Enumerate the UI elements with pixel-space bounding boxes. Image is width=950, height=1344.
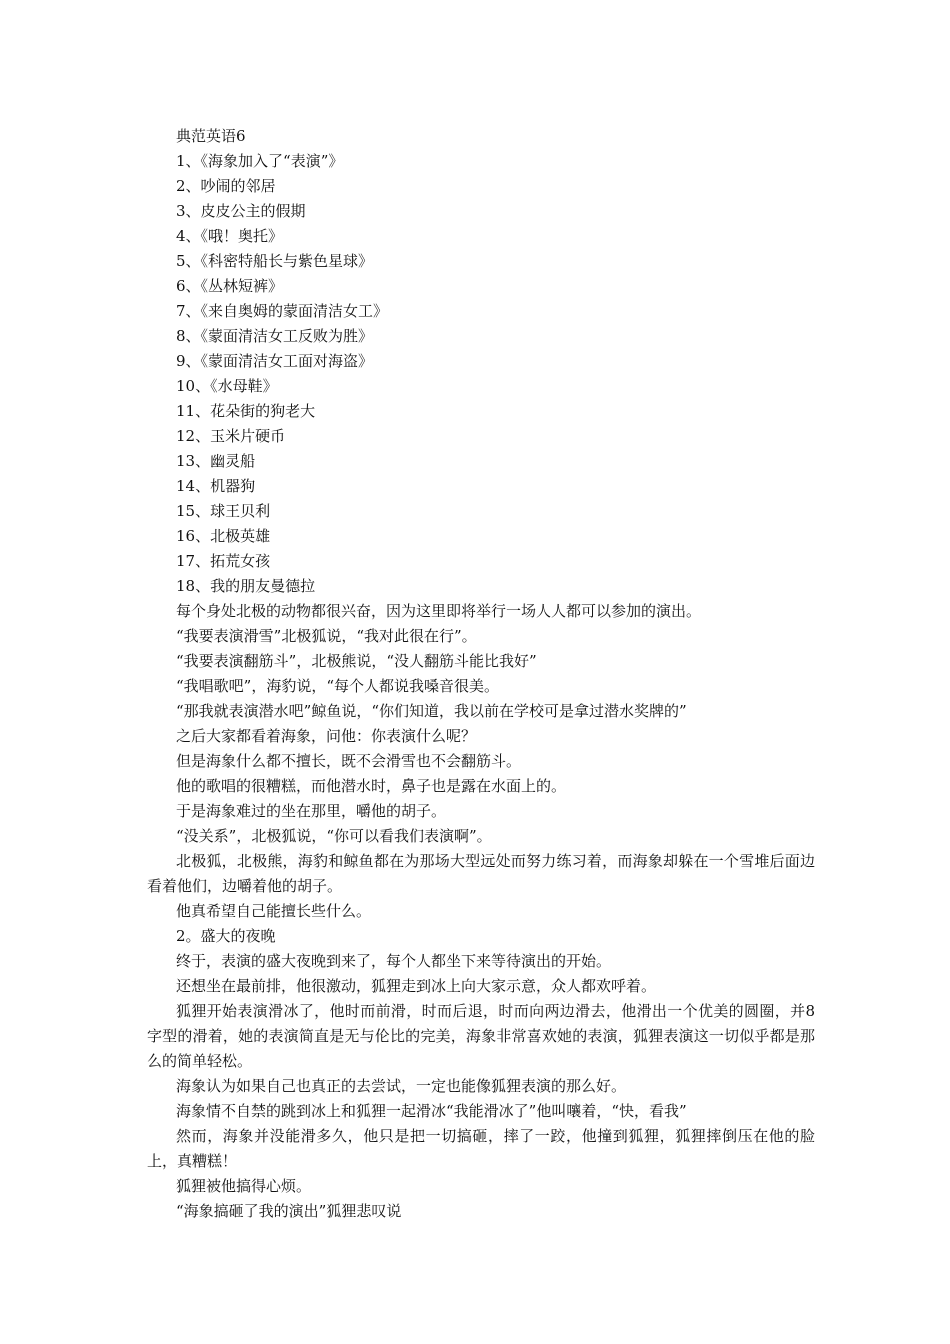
list-item: 4、《哦！奥托》 [176,227,284,245]
paragraph: 但是海象什么都不擅长，既不会滑雪也不会翻筋斗。 [176,752,522,770]
book-list [147,149,815,599]
list-item: 11、花朵街的狗老大 [176,402,316,420]
list-item: 9、《蒙面清洁女工面对海盗》 [176,352,374,370]
list-item: 17、拓荒女孩 [176,552,271,570]
list-item: 1、《海象加入了“表演”》 [176,152,344,170]
paragraph: 海象认为如果自己也真正的去尝试，一定也能像狐狸表演的那么好。 [176,1077,627,1095]
paragraph: 狐狸开始表演滑冰了，他时而前滑，时而后退，时而向两边滑去，他滑出一个优美的圆圈，并8字型的滑着，她的表演简直是无与伦比的完美，海象非常喜欢她的表演，狐狸表演这一切似乎都是那么的简单轻松。 [147,1002,815,1070]
list-item: 3、皮皮公主的假期 [176,202,306,220]
paragraph: “没关系”，北极狐说，“你可以看我们表演啊”。 [176,827,492,845]
list-item: 14、机器狗 [176,477,256,495]
paragraph: 他的歌唱的很糟糕，而他潜水时，鼻子也是露在水面上的。 [176,777,567,795]
list-item: 15、球王贝利 [176,502,271,520]
document-title: 典范英语6 [176,127,246,145]
paragraph: 还想坐在最前排，他很激动，狐狸走到冰上向大家示意，众人都欢呼着。 [176,977,657,995]
list-item: 16、北极英雄 [176,527,271,545]
list-item: 10、《水母鞋》 [176,377,278,395]
paragraph: “海象搞砸了我的演出”狐狸悲叹说 [176,1202,402,1220]
paragraph: “我要表演翻筋斗”，北极熊说，“没人翻筋斗能比我好” [176,652,537,670]
paragraph: 终于，表演的盛大夜晚到来了，每个人都坐下来等待演出的开始。 [176,952,612,970]
list-item: 13、幽灵船 [176,452,256,470]
list-item: 2、吵闹的邻居 [176,177,276,195]
paragraph: 每个身处北极的动物都很兴奋，因为这里即将举行一场人人都可以参加的演出。 [176,602,702,620]
document-body [147,124,815,1224]
paragraph: 于是海象难过的坐在那里，嚼他的胡子。 [176,802,447,820]
paragraph: 北极狐，北极熊，海豹和鲸鱼都在为那场大型远处而努力练习着，而海象却躲在一个雪堆后面边看着他们，边嚼着他的胡子。 [147,852,815,895]
paragraph: “我唱歌吧”，海豹说，“每个人都说我嗓音很美。 [176,677,500,695]
paragraph: 海象情不自禁的跳到冰上和狐狸一起滑冰“我能滑冰了”他叫嚷着，“快，看我” [176,1102,687,1120]
paragraph: 然而，海象并没能滑多久，他只是把一切搞砸，摔了一跤，他撞到狐狸，狐狸摔倒压在他的脸上，真糟糕！ [147,1127,815,1170]
paragraph: “那我就表演潜水吧”鲸鱼说，“你们知道，我以前在学校可是拿过潜水奖牌的” [176,702,687,720]
list-item: 6、《丛林短裤》 [176,277,284,295]
list-item: 12、玉米片硬币 [176,427,286,445]
paragraph: 他真希望自己能擅长些什么。 [176,902,372,920]
list-item: 18、我的朋友曼德拉 [176,577,316,595]
paragraph: 狐狸被他搞得心烦。 [176,1177,312,1195]
list-item: 8、《蒙面清洁女工反败为胜》 [176,327,374,345]
paragraph: 之后大家都看着海象，问他：你表演什么呢？ [176,727,477,745]
list-item: 7、《来自奥姆的蒙面清洁女工》 [176,302,389,320]
story-text [147,599,815,1224]
list-item: 5、《科密特船长与紫色星球》 [176,252,374,270]
section-heading: 2。盛大的夜晚 [176,927,276,945]
paragraph: “我要表演滑雪”北极狐说，“我对此很在行”。 [176,627,477,645]
